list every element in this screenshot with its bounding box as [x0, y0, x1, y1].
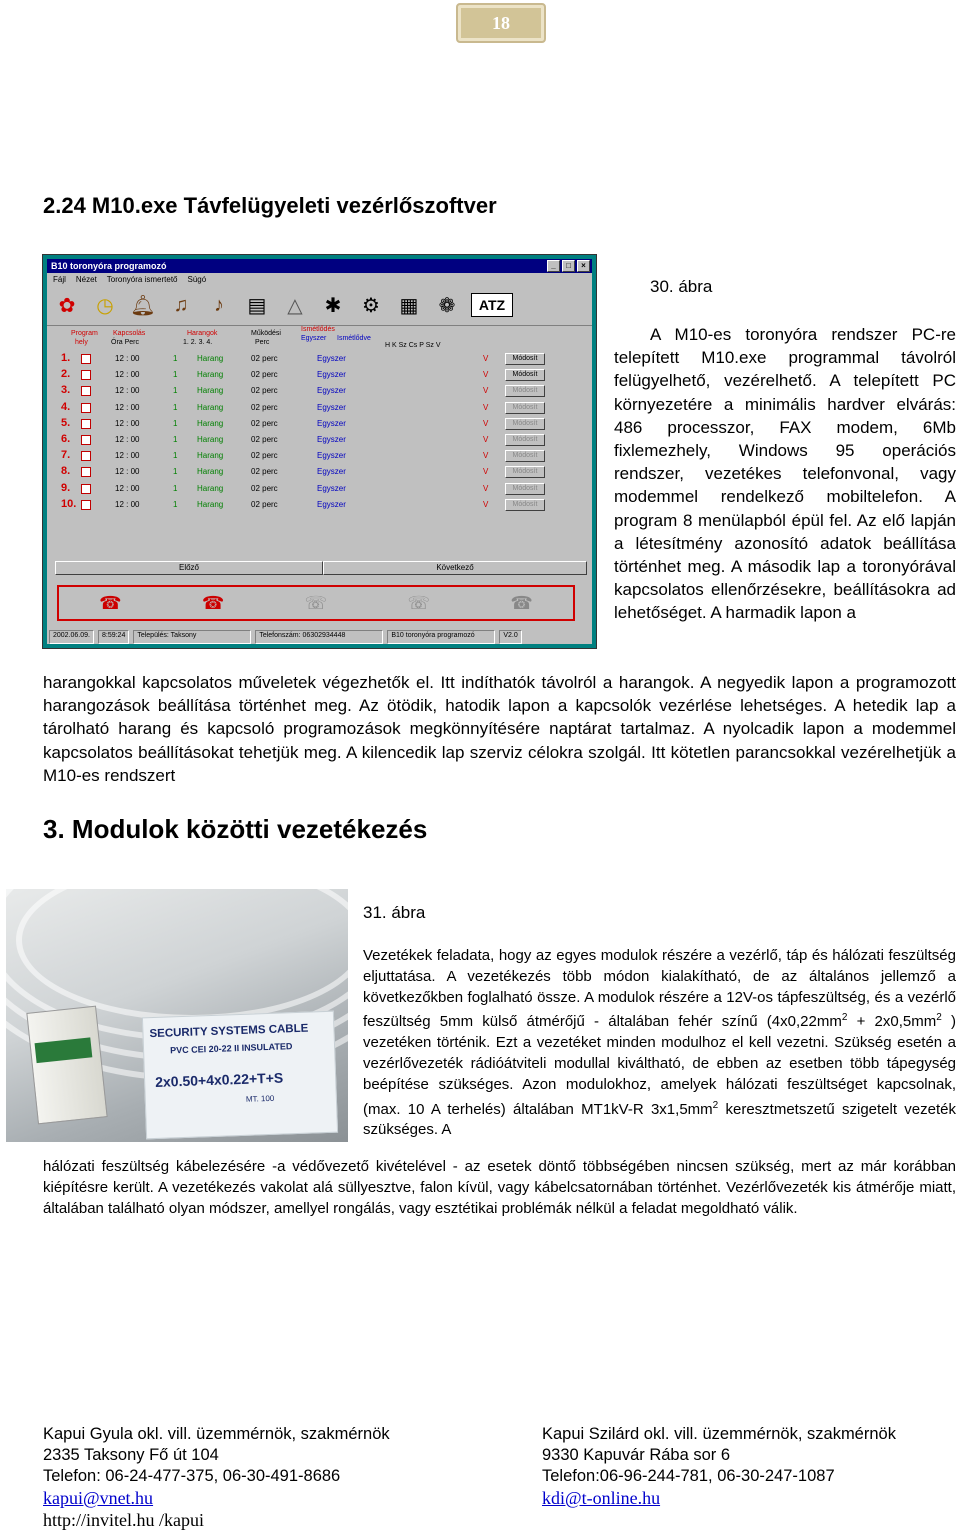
row-day-v: V	[483, 499, 489, 509]
row-mode: Egyszer	[317, 402, 346, 412]
footer-left-url: http://invitel.hu /kapui	[43, 1509, 204, 1530]
status-bar	[47, 630, 592, 644]
app-menubar	[47, 273, 592, 285]
bell-settings-icon[interactable]: ♫	[173, 293, 189, 316]
row-mode: Egyszer	[317, 499, 346, 509]
row-number: 1.	[61, 352, 71, 364]
row-bell-number: 1	[173, 354, 178, 363]
status-time: 8:59:24	[98, 630, 129, 644]
row-day-v: V	[483, 354, 489, 363]
row-checkbox[interactable]	[81, 386, 91, 396]
row-modify-button[interactable]: Módosít	[505, 402, 545, 414]
row-number: 8.	[61, 465, 71, 478]
row-checkbox[interactable]	[81, 403, 91, 413]
footer-left-name: Kapui Gyula okl. vill. üzemmérnök, szakmérnök	[43, 1425, 390, 1443]
row-bell-number: 1	[173, 402, 178, 412]
dial-icon[interactable]: ☏	[304, 592, 328, 613]
row-day-v: V	[483, 483, 489, 493]
col-egyszer: Egyszer	[301, 335, 327, 342]
bell-program-icon[interactable]: ♪	[214, 293, 224, 316]
cancel-phone-icon[interactable]: ☎	[201, 592, 225, 613]
col-ismetlodve: Ismétlődve	[337, 335, 371, 342]
row-time: 12 : 00	[115, 370, 140, 380]
maximize-button[interactable]: □	[562, 260, 575, 272]
row-number: 9.	[61, 481, 71, 494]
menu-help[interactable]: Súgó	[187, 274, 207, 284]
col-program: Program	[71, 330, 98, 337]
row-bell-number: 1	[173, 386, 178, 396]
matchbox-image	[26, 1006, 107, 1125]
row-duration: 02 perc	[251, 418, 278, 428]
table-row	[47, 401, 592, 417]
bell-icon[interactable]: 🔔︎	[130, 294, 156, 317]
row-mode: Egyszer	[317, 467, 346, 477]
row-duration: 02 perc	[251, 483, 278, 493]
clock-icon[interactable]: ◷	[96, 294, 114, 317]
row-modify-button[interactable]: Módosít	[505, 483, 545, 495]
col-mukodesi: Működési	[251, 330, 281, 337]
app-window	[47, 259, 592, 644]
close-button[interactable]: ×	[577, 260, 590, 272]
row-bell: Harang	[197, 483, 224, 493]
row-time: 12 : 00	[115, 354, 140, 363]
modem-atz-button[interactable]: ATZ	[471, 293, 513, 317]
figure-caption-31: 31. ábra	[363, 903, 426, 922]
row-checkbox[interactable]	[81, 467, 91, 477]
row-bell-number: 1	[173, 435, 178, 444]
row-duration: 02 perc	[251, 386, 278, 396]
row-bell: Harang	[197, 435, 224, 444]
switch-icon[interactable]: ✱	[324, 294, 342, 317]
row-day-v: V	[483, 435, 489, 444]
status-version: V2.0	[499, 630, 521, 644]
schedule-table	[47, 352, 592, 532]
cable-photo	[6, 889, 348, 1142]
row-duration: 02 perc	[251, 467, 278, 477]
row-day-v: V	[483, 386, 489, 396]
row-day-v: V	[483, 402, 489, 412]
row-duration: 02 perc	[251, 402, 278, 412]
settings-icon[interactable]: ❁	[438, 294, 456, 317]
row-bell: Harang	[197, 499, 224, 509]
table-row	[47, 384, 592, 400]
row-mode: Egyszer	[317, 386, 346, 396]
row-checkbox[interactable]	[81, 354, 91, 364]
row-bell-number: 1	[173, 451, 178, 461]
full-paragraph-2-24: harangokkal kapcsolatos műveletek végezhetők el. Itt indíthatók távolról a harangok. A negyedik lapon a programozott harangozások beállítása történhet meg. Az ötödik, hatodik lapon a kapcsolók vezérlése lehetséges. A hetedik lap a tárolható harang és kapcsoló programozások megkönnyítésére naptárat tartalmaz. A nyolcadik lapon a modemmel kapcsolatos beállításokat tehetjük meg. A kilencedik lap szerviz célokra szolgál. Itt kötetlen parancsokkal vezérelhetjük a M10-es rendszert	[43, 673, 956, 785]
phone-icon[interactable]: ☎	[510, 592, 533, 613]
footer-right-email-link[interactable]: kdi@t-online.hu	[542, 1487, 661, 1508]
dial-alt-icon[interactable]: ☏	[407, 592, 431, 613]
calendar-icon[interactable]: ▦	[399, 294, 419, 317]
row-time: 12 : 00	[115, 483, 140, 493]
footer-right	[542, 1424, 896, 1510]
app-title: B10 toronyóra programozó	[51, 261, 167, 271]
figure-caption-30: 30. ábra	[650, 277, 713, 296]
row-mode: Egyszer	[317, 435, 346, 444]
menu-clock-info[interactable]: Toronyóra ismertető	[106, 274, 178, 284]
row-checkbox[interactable]	[81, 484, 91, 494]
footer-left	[43, 1424, 390, 1531]
app-screenshot	[42, 254, 597, 649]
row-mode: Egyszer	[317, 483, 346, 493]
section-heading-2-24: 2.24 M10.exe Távfelügyeleti vezérlőszoftver	[43, 193, 497, 218]
page-number: 18	[456, 3, 546, 43]
row-modify-button[interactable]: Módosít	[505, 385, 545, 397]
bell-outline-icon[interactable]: △	[287, 294, 303, 317]
footer-right-phone: Telefon:06-96-244-781, 06-30-247-1087	[542, 1467, 835, 1486]
col-perc: Perc	[255, 339, 270, 346]
full-paragraph-3: hálózati feszültség kábelezésére -a védővezető kivételével - az esetek döntő többségében nincsen szükség, mert az már korábban kiépítésre került. A vezetékezés vakolat alá süllyesztve, falon kívül, vagy kábelcsatornában történhet. Vezérlővezeték kis átmérője miatt, általában található olyan módszer, amellyel rongálás, vagy esztétikai problémák nélkül a feladat megoldható válik.	[43, 1158, 956, 1217]
section-heading-3: 3. Modulok közötti vezetékezés	[43, 814, 428, 844]
table-row	[47, 498, 592, 514]
row-modify-button[interactable]: Módosít	[505, 353, 545, 365]
col-ora-perc: Óra Perc	[111, 339, 140, 346]
status-app: B10 toronyóra programozó	[387, 630, 495, 644]
menu-view[interactable]: Nézet	[75, 274, 97, 284]
col-kapcsolas: Kapcsolás	[113, 330, 146, 337]
table-row	[47, 352, 592, 368]
status-location: Település: Taksony	[133, 630, 251, 644]
row-modify-button[interactable]: Módosít	[505, 418, 545, 430]
row-bell: Harang	[197, 451, 224, 461]
row-time: 12 : 00	[115, 435, 140, 444]
table-row	[47, 417, 592, 433]
row-modify-button[interactable]: Módosít	[505, 466, 545, 478]
row-day-v: V	[483, 370, 489, 380]
app-titlebar	[47, 259, 592, 273]
row-time: 12 : 00	[115, 418, 140, 428]
row-checkbox[interactable]	[81, 419, 91, 429]
cable-label: SECURITY SYSTEMS CABLE PVC CEI 20-22 II INSULATED 2x0.50+4x0.22+T+S MT. 100	[142, 1011, 338, 1140]
hangup-phone-icon[interactable]: ☎	[99, 592, 122, 613]
status-phone: Telefonszám: 06302934448	[255, 630, 383, 644]
row-modify-button[interactable]: Módosít	[505, 450, 545, 462]
map-icon[interactable]: ✿	[58, 294, 76, 317]
row-duration: 02 perc	[251, 370, 278, 380]
row-bell-number: 1	[173, 483, 178, 493]
app-toolbar	[47, 285, 592, 326]
row-number: 10.	[61, 497, 77, 510]
row-checkbox[interactable]	[81, 370, 91, 380]
side-paragraph-2-24: A M10-es toronyóra rendszer PC-re telepített M10.exe programmal távolról felügyelhető, vezérelhető. A telepített PC környezetére a minimális hardver elvárás: 486 processzor, FAX modem, 6Mb fixlemezhely, Windows 95 operációs rendszer, vezetékes telefonvonal, vagy modemmel rendelkező mobiltelefon. A program 8 menülapból épül fel. Az elő lapján a létesítmény azonosító adatok beállítása történhet meg. A második lap a toronyórával kapcsolatos ellenőrzésekre, beállításokra ad lehetőséget. A harmadik lapon a	[614, 325, 956, 623]
row-time: 12 : 00	[115, 451, 140, 461]
footer-right-address: 9330 Kapuvár Rába sor 6	[542, 1446, 731, 1465]
col-harangok: Harangok	[187, 330, 218, 337]
row-bell: Harang	[197, 467, 224, 477]
row-time: 12 : 00	[115, 467, 140, 477]
row-bell-number: 1	[173, 370, 178, 380]
row-bell-number: 1	[173, 467, 178, 477]
table-row	[47, 465, 592, 481]
table-row	[47, 449, 592, 465]
book-icon[interactable]: ▤	[247, 294, 267, 317]
row-bell-number: 1	[173, 499, 178, 509]
row-checkbox[interactable]	[81, 500, 91, 510]
row-number: 5.	[61, 416, 71, 429]
row-bell: Harang	[197, 370, 224, 380]
row-bell: Harang	[197, 354, 224, 363]
footer-right-name: Kapui Szilárd okl. vill. üzemmérnök, szakmérnök	[542, 1425, 896, 1443]
table-header	[47, 326, 592, 352]
minimize-button[interactable]: _	[547, 260, 560, 272]
row-mode: Egyszer	[317, 370, 346, 380]
table-row	[47, 433, 592, 449]
row-number: 6.	[61, 433, 71, 445]
row-number: 3.	[61, 384, 71, 397]
menu-file[interactable]: Fájl	[53, 274, 66, 284]
row-bell: Harang	[197, 386, 224, 396]
footer-left-email-link[interactable]: kapui@vnet.hu	[43, 1487, 154, 1508]
col-hely: hely	[75, 339, 88, 346]
status-date: 2002.06.09.	[49, 630, 94, 644]
row-duration: 02 perc	[251, 354, 278, 363]
col-ismetlodes: Ismétlődés	[301, 326, 335, 333]
row-number: 2.	[61, 368, 71, 381]
footer-left-address: 2335 Taksony Fő út 104	[43, 1446, 219, 1465]
row-time: 12 : 00	[115, 499, 140, 509]
row-mode: Egyszer	[317, 418, 346, 428]
prev-button[interactable]: Előző	[55, 561, 323, 575]
row-day-v: V	[483, 418, 489, 428]
row-checkbox[interactable]	[81, 451, 91, 461]
row-checkbox[interactable]	[81, 435, 91, 445]
row-bell: Harang	[197, 418, 224, 428]
table-row	[47, 368, 592, 384]
col-harang-nums: 1. 2. 3. 4.	[183, 339, 213, 346]
row-bell: Harang	[197, 402, 224, 412]
nav-bar	[51, 561, 587, 575]
row-bell-number: 1	[173, 418, 178, 428]
row-time: 12 : 00	[115, 402, 140, 412]
row-mode: Egyszer	[317, 451, 346, 461]
row-duration: 02 perc	[251, 499, 278, 509]
row-number: 7.	[61, 449, 71, 462]
next-button[interactable]: Következő	[323, 561, 587, 575]
row-duration: 02 perc	[251, 435, 278, 444]
switch-program-icon[interactable]: ⚙	[362, 294, 380, 317]
phone-control-panel	[57, 585, 575, 621]
side-paragraph-3: Vezetékek feladata, hogy az egyes modulok részére a vezérlő, táp és hálózati feszültség eljuttatása. A vezetékezés több módon kialakítható, de az általános jellemző a következőkben foglalható össze. A modulok részére a 12V-os tápfeszültség, és a vezérlő feszültség 5mm külső átmérőjű - általában fehér színű ($4x0,22mm^2 + 2x0,5mm^2$ ) vezetéken történik. Ezt a vezetéket minden modulhoz el kell vezetni. Szükség esetén a vezérlővezeték rádióátviteli modullal kiváltható, de ebben az esetben több tápegység beépítése szükséges. Azon modulokhoz, amelyek hálózati feszültséget kapcsolnak, (max. 10 A terhelés) általában MT1kV-R $3x1,5mm^2$ keresztmetszetű szigetelt vezeték szükséges. A	[363, 947, 957, 1139]
row-time: 12 : 00	[115, 386, 140, 396]
row-modify-button[interactable]: Módosít	[505, 499, 545, 511]
row-day-v: V	[483, 451, 489, 461]
row-mode: Egyszer	[317, 354, 346, 363]
footer-left-phone: Telefon: 06-24-477-375, 06-30-491-8686	[43, 1467, 341, 1486]
row-number: 4.	[61, 400, 71, 413]
row-modify-button[interactable]: Módosít	[505, 369, 545, 381]
table-row	[47, 482, 592, 498]
col-days: H K Sz Cs P Sz V	[385, 342, 441, 349]
row-modify-button[interactable]: Módosít	[505, 434, 545, 446]
row-duration: 02 perc	[251, 451, 278, 461]
row-day-v: V	[483, 467, 489, 477]
